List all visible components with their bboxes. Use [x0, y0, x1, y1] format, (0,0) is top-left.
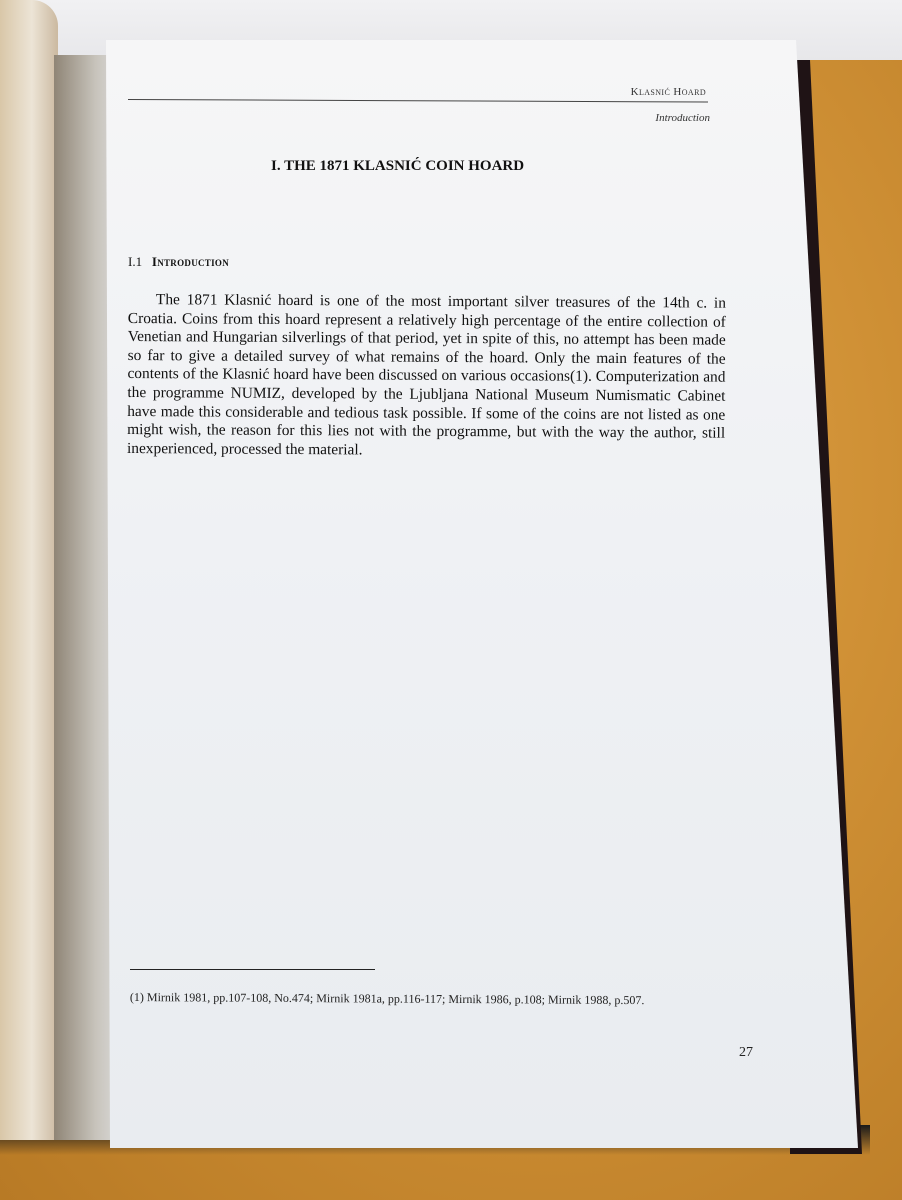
- footnote: (1) Mirnik 1981, pp.107-108, No.474; Mirnik 1981a, pp.116-117; Mirnik 1986, p.108; Mirnik 1988, p.507.: [129, 990, 645, 1008]
- running-subhead: Introduction: [655, 112, 710, 124]
- section-heading: [128, 254, 229, 270]
- page-number: 27: [739, 1045, 753, 1060]
- running-head: Klasnić Hoard: [630, 86, 706, 98]
- left-page-edge: [0, 0, 58, 1140]
- book-page: [106, 40, 858, 1148]
- footnote-rule: [130, 969, 375, 970]
- section-number: I.1: [128, 254, 143, 269]
- paragraph: The 1871 Klasnić hoard is one of the most important silver treasures of the 14th c. in Croatia. Coins from this hoard represent a relatively high percentage of the entire collection of Venetian and Hungarian silverlings of that period, yet in spite of this, no attempt has been made so far to give a detailed survey of what remains of the hoard. Only the main features of the contents of the Klasnić hoard have been discussed on various occasions(1). Computerization and the programme NUMIZ, developed by the Ljubljana National Museum Numismatic Cabinet have made this considerable and tedious task possible. If some of the coins are not listed as one might wish, the reason for this lies not with the programme, but with the way the author, still inexperienced, processed the material.: [126, 291, 726, 459]
- body-text: [127, 291, 726, 462]
- section-title: Introduction: [151, 254, 230, 269]
- chapter-heading: I. THE 1871 KLASNIĆ COIN HOARD: [271, 158, 525, 174]
